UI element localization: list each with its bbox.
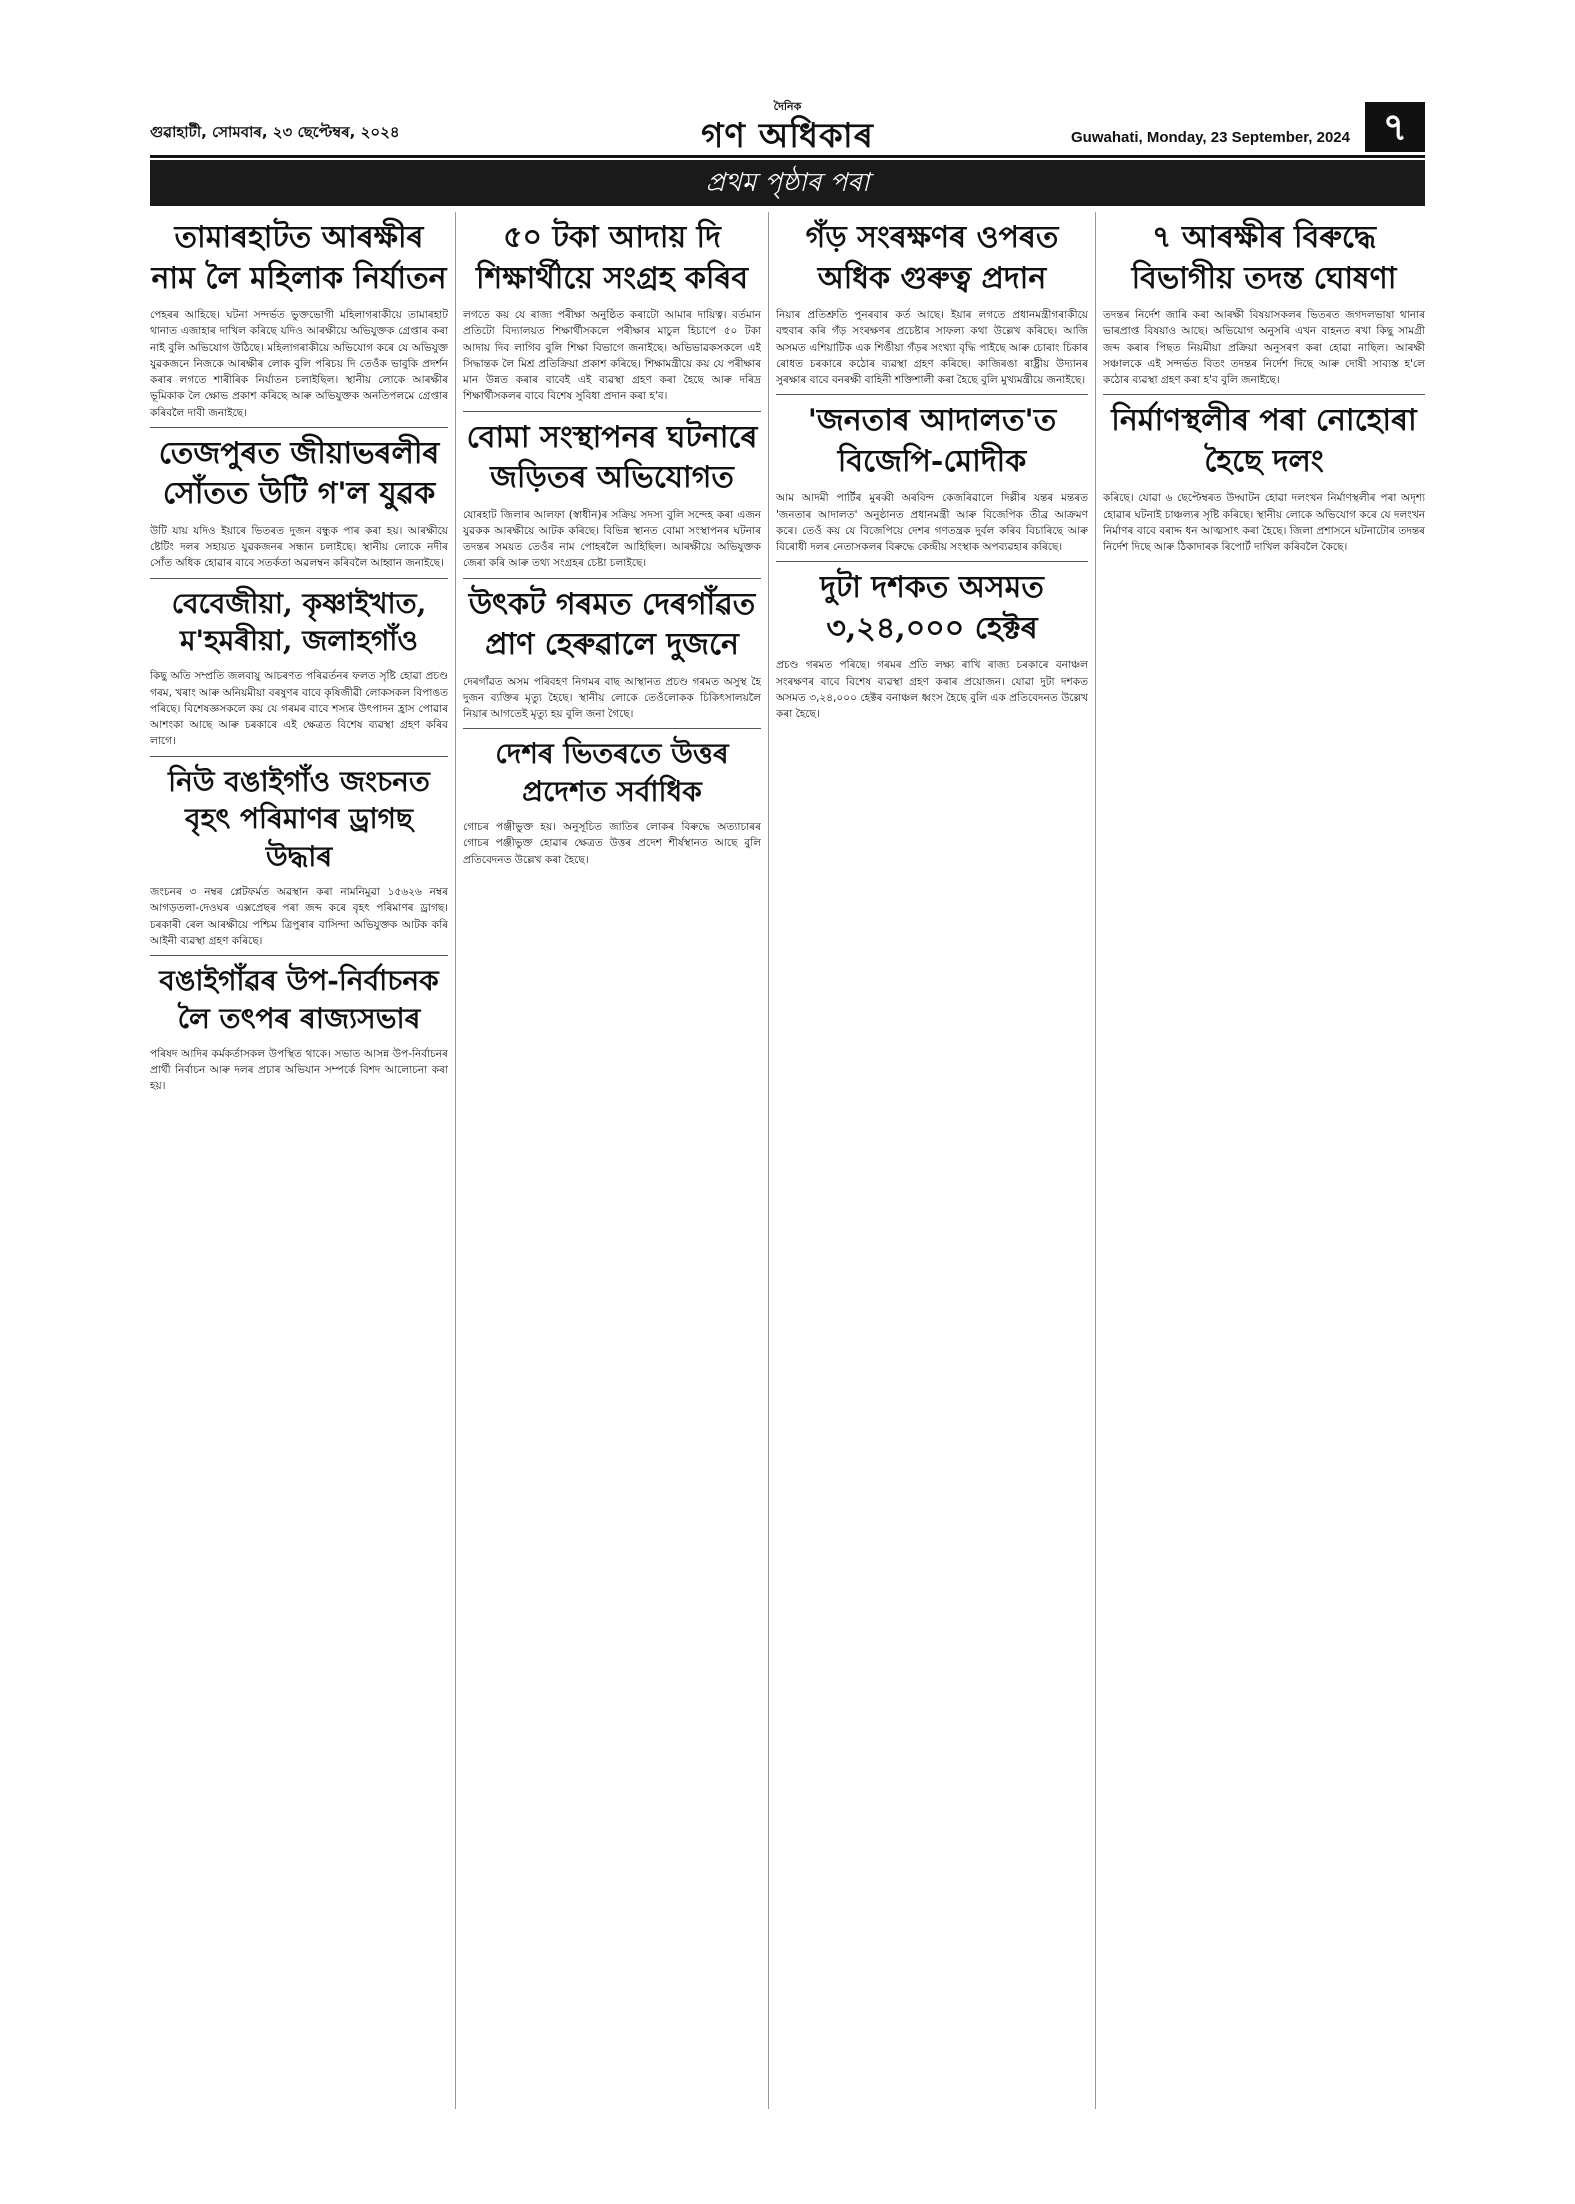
- divider: [150, 427, 448, 428]
- article-body: উটি যায় যদিও ইয়াৰে ভিতৰত দুজন বন্ধুক পাৰ কৰা হয়। আৰক্ষীয়ে ষ্টেটিং দলৰ সহায়ত যুৱকজনৰ সন্ধান চলাইছে। স্থানীয় লোকে নদীৰ সোঁত অধিক হোৱাৰ বাবে সতৰ্কতা অৱলম্বন কৰিবলৈ আহ্বান জনাইছে।: [150, 524, 448, 570]
- article-body: জংচনৰ ৩ নম্বৰ প্লেটফৰ্মত অৱস্থান কৰা নামনিমুৱা ১৫৬২৬ নম্বৰ আগড়তলা-দেওঘৰ এক্সপ্ৰেছৰ পৰা জব্দ কৰে বৃহৎ পৰিমাণৰ ড্ৰাগছ। চৰকাৰী ৰেল আৰক্ষীয়ে পশ্চিম ত্ৰিপুৰাৰ বাসিন্দা অভিযুক্তক আটক কৰি আইনী ব্যৱস্থা গ্ৰহণ কৰিছে।: [150, 885, 448, 947]
- divider: [776, 394, 1088, 395]
- column-2: [463, 212, 761, 2109]
- masthead-date-assamese: গুৱাহাটী, সোমবাৰ, ২৩ ছেপ্টেম্বৰ, ২০২৪: [150, 123, 400, 141]
- article-body: পৰিষদ আদিৰ কৰ্মকৰ্তাসকল উপস্থিত থাকে। সভাত আসন্ন উপ-নিৰ্বাচনৰ প্ৰাৰ্থী নিৰ্বাচন আৰু দলৰ প্ৰচাৰ অভিযান সম্পৰ্কে বিশদ আলোচনা কৰা হয়।: [150, 1047, 448, 1093]
- headline: তেজপুৰত জীয়াভৰলীৰ সোঁতত উটি গ'ল যুৱক: [158, 435, 440, 512]
- headline: তামাৰহাটত আৰক্ষীৰ নাম লৈ মহিলাক নিৰ্যাতন: [151, 220, 447, 296]
- column-divider: [455, 212, 456, 2109]
- headline: 'জনতাৰ আদালত'ত বিজেপি-মোদীক: [807, 403, 1057, 479]
- article-body: লগতে কয় যে ৰাজ্য পৰীক্ষা অনুষ্ঠিত কৰাটো আমাৰ দায়িত্ব। বৰ্তমান প্ৰতিটো বিদ্যালয়ত শিক্ষাৰ্থীসকলে পৰীক্ষাৰ মাচুল হিচাপে ৫০ টকা আদায় দিব লাগিব বুলি শিক্ষা বিভাগে জনাইছে। অভিভাৱকসকলে এই সিদ্ধান্তক লৈ মিশ্ৰ প্ৰতিক্ৰিয়া প্ৰকাশ কৰিছে। শিক্ষামন্ত্ৰীয়ে কয় যে পৰীক্ষাৰ মান উন্নত কৰাৰ বাবেই এই ব্যৱস্থা গ্ৰহণ কৰা হৈছে আৰু দৰিদ্ৰ শিক্ষাৰ্থীসকলৰ বাবে বিশেষ সুবিধা প্ৰদান কৰা হ'ব।: [463, 309, 761, 403]
- divider: [1103, 394, 1425, 395]
- headline: নিৰ্মাণস্থলীৰ পৰা নোহোৰা হৈছে দলং: [1111, 403, 1417, 479]
- article-body: প্ৰচণ্ড গৰমত পৰিছে। গৰমৰ প্ৰতি লক্ষ্য ৰাখি ৰাজ্য চৰকাৰে বনাঞ্চল সংৰক্ষণৰ বাবে বিশেষ ব্যৱস্থা গ্ৰহণ কৰাৰ প্ৰয়োজন। যোৱা দুটা দশকত অসমত ৩,২৪,০০০ হেক্টৰ বনাঞ্চল ধ্বংস হৈছে বুলি এক প্ৰতিবেদনত উল্লেখ কৰা হৈছে।: [776, 659, 1088, 721]
- article-body: কিছু অতি সম্প্ৰতি জলবায়ু আচৰণত পৰিৱৰ্তনৰ ফলত সৃষ্টি হোৱা প্ৰচণ্ড গৰম, খৰাং আৰু অনিয়মীয়া বৰষুণৰ বাবে কৃষিজীৱী লোকসকল বিপাঙত পৰিছে। বিশেষজ্ঞসকলে কয় যে গৰমৰ বাবে শস্যৰ উৎপাদন হ্ৰাস পোৱাৰ আশংকা আছে আৰু চৰকাৰে এই ক্ষেত্ৰত বিশেষ ব্যৱস্থা গ্ৰহণ কৰিব লাগে।: [150, 670, 448, 748]
- masthead: [150, 98, 1425, 154]
- divider: [463, 728, 761, 729]
- headline: দুটা দশকত অসমত ৩,২৪,০০০ হেক্টৰ: [820, 570, 1044, 646]
- article-body: আম আদমী পাৰ্টিৰ মুৰব্বী অৰবিন্দ কেজৰিৱালে দিল্লীৰ যন্তৰ মন্তৰত 'জনতাৰ আদালত' অনুষ্ঠানত প্ৰধানমন্ত্ৰী আৰু বিজেপিক তীব্ৰ আক্ৰমণ কৰে। তেওঁ কয় যে বিজেপিয়ে দেশৰ গণতন্ত্ৰক দুৰ্বল কৰিব বিচাৰিছে আৰু বিৰোধী দলৰ নেতাসকলৰ বিৰুদ্ধে কেন্দ্ৰীয় সংস্থাক অপব্যৱহাৰ কৰিছে।: [776, 492, 1088, 554]
- section-banner: প্ৰথম পৃষ্ঠাৰ পৰা: [150, 160, 1425, 206]
- divider: [776, 561, 1088, 562]
- article-body: গোচৰ পঞ্জীভুক্ত হয়। অনুসূচিত জাতিৰ লোকৰ বিৰুদ্ধে অত্যাচাৰৰ গোচৰ পঞ্জীভুক্ত হোৱাৰ ক্ষেত্ৰত উত্তৰ প্ৰদেশ শীৰ্ষস্থানত আছে বুলি প্ৰতিবেদনত উল্লেখ কৰা হৈছে।: [463, 821, 761, 866]
- article-body: কৰিছে। যোৱা ৬ ছেপ্টেম্বৰত উদ্ঘাটন হোৱা দলংখন নিৰ্মাণস্থলীৰ পৰা অদৃশ্য হোৱাৰ ঘটনাই চাঞ্চল্যৰ সৃষ্টি কৰিছে। স্থানীয় লোকে অভিযোগ কৰে যে দলংখন নিৰ্মাণৰ বাবে বৰাদ্দ ধন আত্মসাৎ কৰা হৈছে। জিলা প্ৰশাসনে ঘটনাটোৰ তদন্তৰ নিৰ্দেশ দিছে আৰু ঠিকাদাৰক ৰিপোৰ্ট দাখিল কৰিবলৈ কৈছে।: [1103, 492, 1425, 554]
- divider: [150, 756, 448, 757]
- column-1: [150, 212, 448, 2109]
- newspaper-logo: [701, 98, 874, 155]
- divider: [463, 411, 761, 412]
- headline: ৭ আৰক্ষীৰ বিৰুদ্ধে বিভাগীয় তদন্ত ঘোষণা: [1131, 220, 1397, 296]
- article-body: নিয়াৰ প্ৰতিশ্ৰুতি পুনৰবাৰ কৰ্ত আছে। ইয়াৰ লগতে প্ৰধানমন্ত্ৰীগৰাকীয়ে বহুবাৰ কৰি গঁড় সংৰক্ষণৰ প্ৰচেষ্টাৰ সাফল্য কথা উল্লেখ কৰিছে। আজি অসমত এশিয়াটিক এক শিঙীয়া গঁড়ৰ সংখ্যা বৃদ্ধি পাইছে আৰু চোৰাং চিকাৰ ৰোধত চৰকাৰে কঠোৰ ব্যৱস্থা গ্ৰহণ কৰিছে। কাজিৰঙা ৰাষ্ট্ৰীয় উদ্যানৰ সুৰক্ষাৰ বাবে বনৰক্ষী বাহিনী শক্তিশালী কৰা হৈছে বুলি মুখ্যমন্ত্ৰীয়ে জনাইছে।: [776, 309, 1088, 387]
- masthead-rule: [150, 155, 1425, 158]
- divider: [150, 955, 448, 956]
- column-4: [1103, 212, 1425, 2109]
- headline: বঙাইগাঁৱৰ উপ-নিৰ্বাচনক লৈ তৎপৰ ৰাজ্যসভাৰ: [159, 964, 439, 1035]
- headline: নিউ বঙাইগাঁও জংচনত বৃহৎ পৰিমাণৰ ড্ৰাগছ উদ্ধাৰ: [168, 764, 430, 874]
- logo-tagline: দৈনিক: [773, 100, 802, 113]
- article-body: পেহৰৰ আহিছে। ঘটনা সন্দৰ্ভত ভুক্তভোগী মহিলাগৰাকীয়ে তামাৰহাট থানাত এজাহাৰ দাখিল কৰিছে যদিও আৰক্ষীয়ে অভিযুক্তক গ্ৰেপ্তাৰ কৰা নাই বুলি অভিযোগ উঠিছে। মহিলাগৰাকীয়ে অভিযোগ কৰে যে অভিযুক্ত যুৱকজনে নিজকে আৰক্ষীৰ লোক বুলি পৰিচয় দি তেওঁক ভাবুকি প্ৰদৰ্শন কৰাৰ লগতে শাৰীৰিক নিৰ্যাতন চলাইছিল। স্থানীয় লোকে আৰক্ষীৰ ভূমিকাক লৈ ক্ষোভ প্ৰকাশ কৰিছে আৰু অভিযুক্তক অনতিপলমে গ্ৰেপ্তাৰ কৰিবলৈ দাবী জনাইছে।: [150, 309, 448, 419]
- article-body: তদন্তৰ নিৰ্দেশ জাৰি কৰা আৰক্ষী বিষয়াসকলৰ ভিতৰত জগদলভাষা থানাৰ ভাৰপ্ৰাপ্ত বিষয়াও আছে। অভিযোগ অনুসৰি এখন বাহনত ৰখা কিছু সামগ্ৰী জব্দ কৰাৰ পিছত নিয়মীয়া প্ৰক্ৰিয়া অনুসৰণ কৰা হোৱা নাছিল। আৰক্ষী সঞ্চালকে এই সন্দৰ্ভত বিতং তদন্তৰ নিৰ্দেশ দিছে আৰু দোষী সাব্যস্ত হ'লে কঠোৰ ব্যৱস্থা গ্ৰহণ কৰা হ'ব বুলি জনাইছে।: [1103, 309, 1425, 387]
- article-body: যোৰহাট জিলাৰ আলফা (স্বাধীন)ৰ সক্ৰিয় সদস্য বুলি সন্দেহ কৰা এজন যুৱকক আৰক্ষীয়ে আটক কৰিছে। বিভিন্ন স্থানত বোমা সংস্থাপনৰ ঘটনাৰ তদন্তৰ সময়ত তেওঁৰ নাম পোহৰলৈ আহিছিল। আৰক্ষীয়ে অভিযুক্তক জেৰা কৰি আৰু তথ্য সংগ্ৰহৰ চেষ্টা চলাইছে।: [463, 508, 761, 570]
- headline: বেবেজীয়া, কৃষ্ণাইখাত, ম'হমৰীয়া, জলাহগাঁও: [171, 586, 427, 658]
- headline: গঁড় সংৰক্ষণৰ ওপৰত অধিক গুৰুত্ব প্ৰদান: [805, 220, 1059, 296]
- headline: বোমা সংস্থাপনৰ ঘটনাৰে জড়িতৰ অভিযোগত: [466, 419, 758, 496]
- page-number: ৭: [1365, 102, 1425, 152]
- divider: [463, 578, 761, 579]
- headline: উৎকট গৰমত দেৰগাঁৱত প্ৰাণ হেৰুৱালে দুজনে: [468, 586, 756, 663]
- column-divider: [768, 212, 769, 2109]
- divider: [150, 578, 448, 579]
- headline: ৫০ টকা আদায় দি শিক্ষাৰ্থীয়ে সংগ্ৰহ কৰিব: [475, 220, 749, 296]
- headline: দেশৰ ভিতৰতে উত্তৰ প্ৰদেশত সৰ্বাধিক: [495, 737, 729, 809]
- column-3: [776, 212, 1088, 2109]
- column-divider: [1095, 212, 1096, 2109]
- article-body: দেৰগাঁৱত অসম পৰিবহণ নিগমৰ বাছ আস্থানত প্ৰচণ্ড গৰমত অসুস্থ হৈ দুজন ব্যক্তিৰ মৃত্যু হৈছে। স্থানীয় লোকে তেওঁলোকক চিকিৎসালয়লৈ নিয়াৰ আগতেই মৃত্যু হয় বুলি জনা গৈছে।: [463, 675, 761, 721]
- masthead-date-english: Guwahati, Monday, 23 September, 2024: [1071, 129, 1350, 146]
- logo-name: গণ অধিকাৰ: [701, 116, 874, 156]
